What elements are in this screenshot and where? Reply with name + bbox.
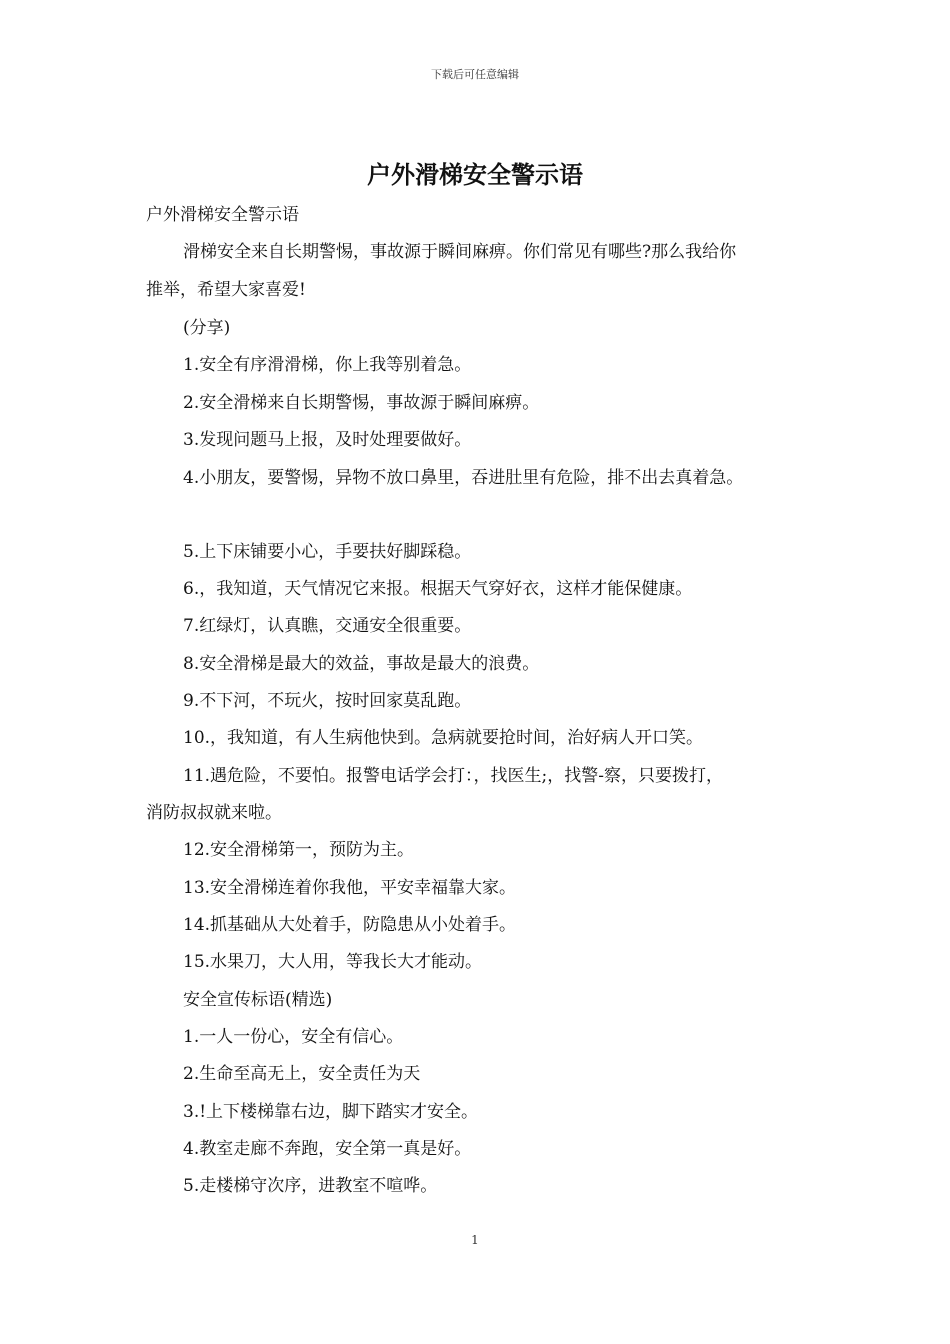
list-item: 15.水果刀，大人用，等我长大才能动。 [183, 952, 483, 972]
section-list-item: 1.一人一份心，安全有信心。 [183, 1027, 404, 1047]
page-header: 下载后可任意编辑 [431, 68, 519, 81]
list-item: 11.遇危险，不要怕。报警电话学会打：，找医生;，找警-察，只要拨打， [183, 766, 724, 786]
share-label: (分享) [183, 318, 231, 338]
list-item: 14.抓基础从大处着手，防隐患从小处着手。 [183, 915, 517, 935]
section-list-item: 2.生命至高无上，安全责任为天 [183, 1064, 421, 1084]
list-item: 10.，我知道，有人生病他快到。急病就要抢时间，治好病人开口笑。 [183, 728, 704, 748]
list-item-continuation: 消防叔叔就来啦。 [146, 803, 282, 823]
section-list-item: 5.走楼梯守次序，进教室不喧哗。 [183, 1176, 438, 1196]
list-item: 13.安全滑梯连着你我他，平安幸福靠大家。 [183, 878, 517, 898]
intro-paragraph-line-2: 推举，希望大家喜爱! [146, 280, 306, 300]
list-item: 5.上下床铺要小心，手要扶好脚踩稳。 [183, 542, 472, 562]
page-number: 1 [471, 1233, 479, 1247]
section-title: 安全宣传标语(精选) [183, 990, 333, 1010]
list-item: 1.安全有序滑滑梯，你上我等别着急。 [183, 355, 472, 375]
list-item: 8.安全滑梯是最大的效益，事故是最大的浪费。 [183, 654, 540, 674]
intro-paragraph-line-1: 滑梯安全来自长期警惕，事故源于瞬间麻痹。你们常见有哪些?那么我给你 [183, 242, 737, 262]
list-item: 3.发现问题马上报，及时处理要做好。 [183, 430, 472, 450]
list-item: 7.红绿灯，认真瞧，交通安全很重要。 [183, 616, 472, 636]
section-list-item: 4.教室走廊不奔跑，安全第一真是好。 [183, 1139, 472, 1159]
document-title: 户外滑梯安全警示语 [367, 161, 583, 189]
section-list-item: 3.!上下楼梯靠右边，脚下踏实才安全。 [183, 1102, 479, 1122]
list-item: 12.安全滑梯第一，预防为主。 [183, 840, 415, 860]
list-item: 6.，我知道，天气情况它来报。根据天气穿好衣，这样才能保健康。 [183, 579, 693, 599]
list-item: 4.小朋友，要警惕，异物不放口鼻里，吞进肚里有危险，排不出去真着急。 [183, 468, 744, 488]
document-subtitle: 户外滑梯安全警示语 [146, 205, 299, 225]
list-item: 2.安全滑梯来自长期警惕，事故源于瞬间麻痹。 [183, 393, 540, 413]
list-item: 9.不下河，不玩火，按时回家莫乱跑。 [183, 691, 472, 711]
